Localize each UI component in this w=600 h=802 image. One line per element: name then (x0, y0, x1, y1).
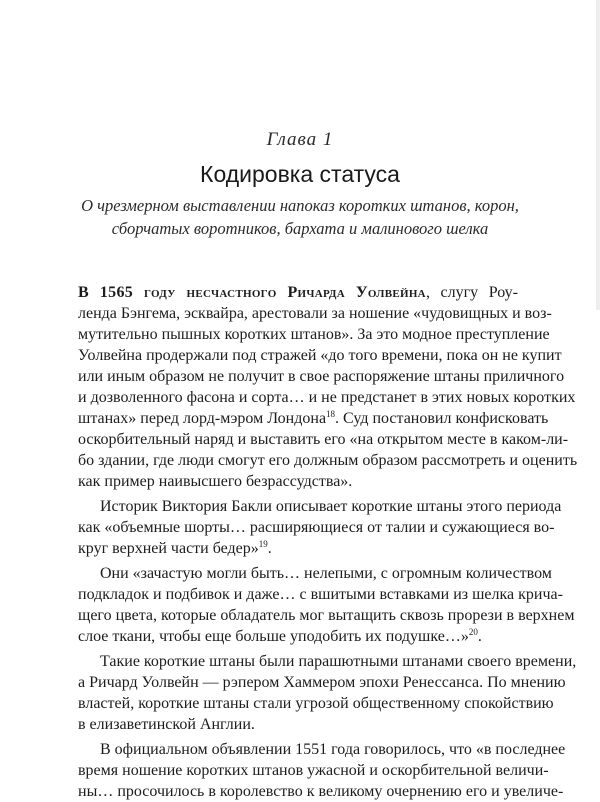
text-line: оскорбительный наряд и выставить его «на открытом месте в каком-ли- (78, 431, 569, 448)
text-line: штанах» перед лорд-мэром Лондона$^{18}$. Суд постановил конфисковать (78, 409, 549, 427)
footnote-ref: 19 (258, 539, 268, 549)
chapter-title: Кодировка статуса (200, 161, 400, 187)
text-line: в елизаветинской Англии. (78, 716, 255, 733)
text-line: подкладок и подбивок и даже… с вшитыми вставками из шелка крича- (78, 586, 563, 603)
text-line: как «объемные шорты… расширяющиеся от талии и сужающиеся во- (78, 519, 555, 536)
text-line: слое ткани, чтобы еще больше уподобить их подушке…»$^{20}$. (78, 627, 482, 645)
text-line: как пример наивысшего безрассудства». (78, 473, 353, 490)
text-line: В официальном объявлении 1551 года говорилось, что «в последнее (100, 741, 566, 758)
chapter-subtitle-line: О чрезмерном выставлении напоказ коротких штанов, корон, (81, 196, 519, 215)
text-line: и дозволенного фасона и сорта… и не предстанет в этих новых коротких (78, 389, 576, 406)
chapter-body (78, 282, 578, 802)
chapter-subtitle-line: сборчатых воротников, бархата и малинового шелка (111, 219, 489, 238)
text-line: круг верхней части бедер»$^{19}$. (78, 539, 272, 557)
text-line: Уолвейна продержали под стражей «до того времени, пока он не купит (78, 347, 562, 364)
text-line: ны… просочилось в королевство к великому очернению его и увеличе- (78, 783, 564, 800)
chapter-subtitle (0, 194, 600, 240)
text-line: бо здании, где люди смогут его должным образом рассмотреть и оценить (78, 452, 578, 469)
text-line: властей, короткие штаны стали угрозой общественному спокойствию (78, 695, 554, 712)
chapter-label: Глава 1 (266, 129, 334, 150)
text-line: ленда Бэнгема, эсквайра, арестовали за ношение «чудовищных и воз- (78, 305, 552, 322)
footnote-ref: 18 (326, 409, 336, 419)
text-line: щего цвета, которые обладатель мог вытащить сквозь прорези в верхнем (78, 607, 575, 624)
chapter-header (0, 128, 600, 189)
lead-in-text: В 1565 году несчастного Ричарда Уолвейна (78, 284, 426, 301)
text-line: Они «зачастую могли быть… нелепыми, с огромным количеством (100, 565, 552, 582)
text-line: Такие короткие штаны были парашютными штанами своего времени, (100, 653, 577, 670)
text-line: время ношение коротких штанов ужасной и оскорбительной величи- (78, 762, 549, 779)
text-line: мутительно пышных коротких штанов». За это модное преступление (78, 326, 550, 343)
text-line: Историк Виктория Бакли описывает короткие штаны этого периода (100, 498, 562, 515)
text-line: или иным образом не получит в свое распоряжение штаны приличного (78, 368, 565, 385)
footnote-ref: 20 (468, 627, 478, 637)
text-line: а Ричард Уолвейн — рэпером Хаммером эпохи Ренессанса. По мнению (78, 674, 566, 691)
text-line: В 1565 году несчастного Ричарда Уолвейна, слугу Роу- (78, 284, 518, 301)
